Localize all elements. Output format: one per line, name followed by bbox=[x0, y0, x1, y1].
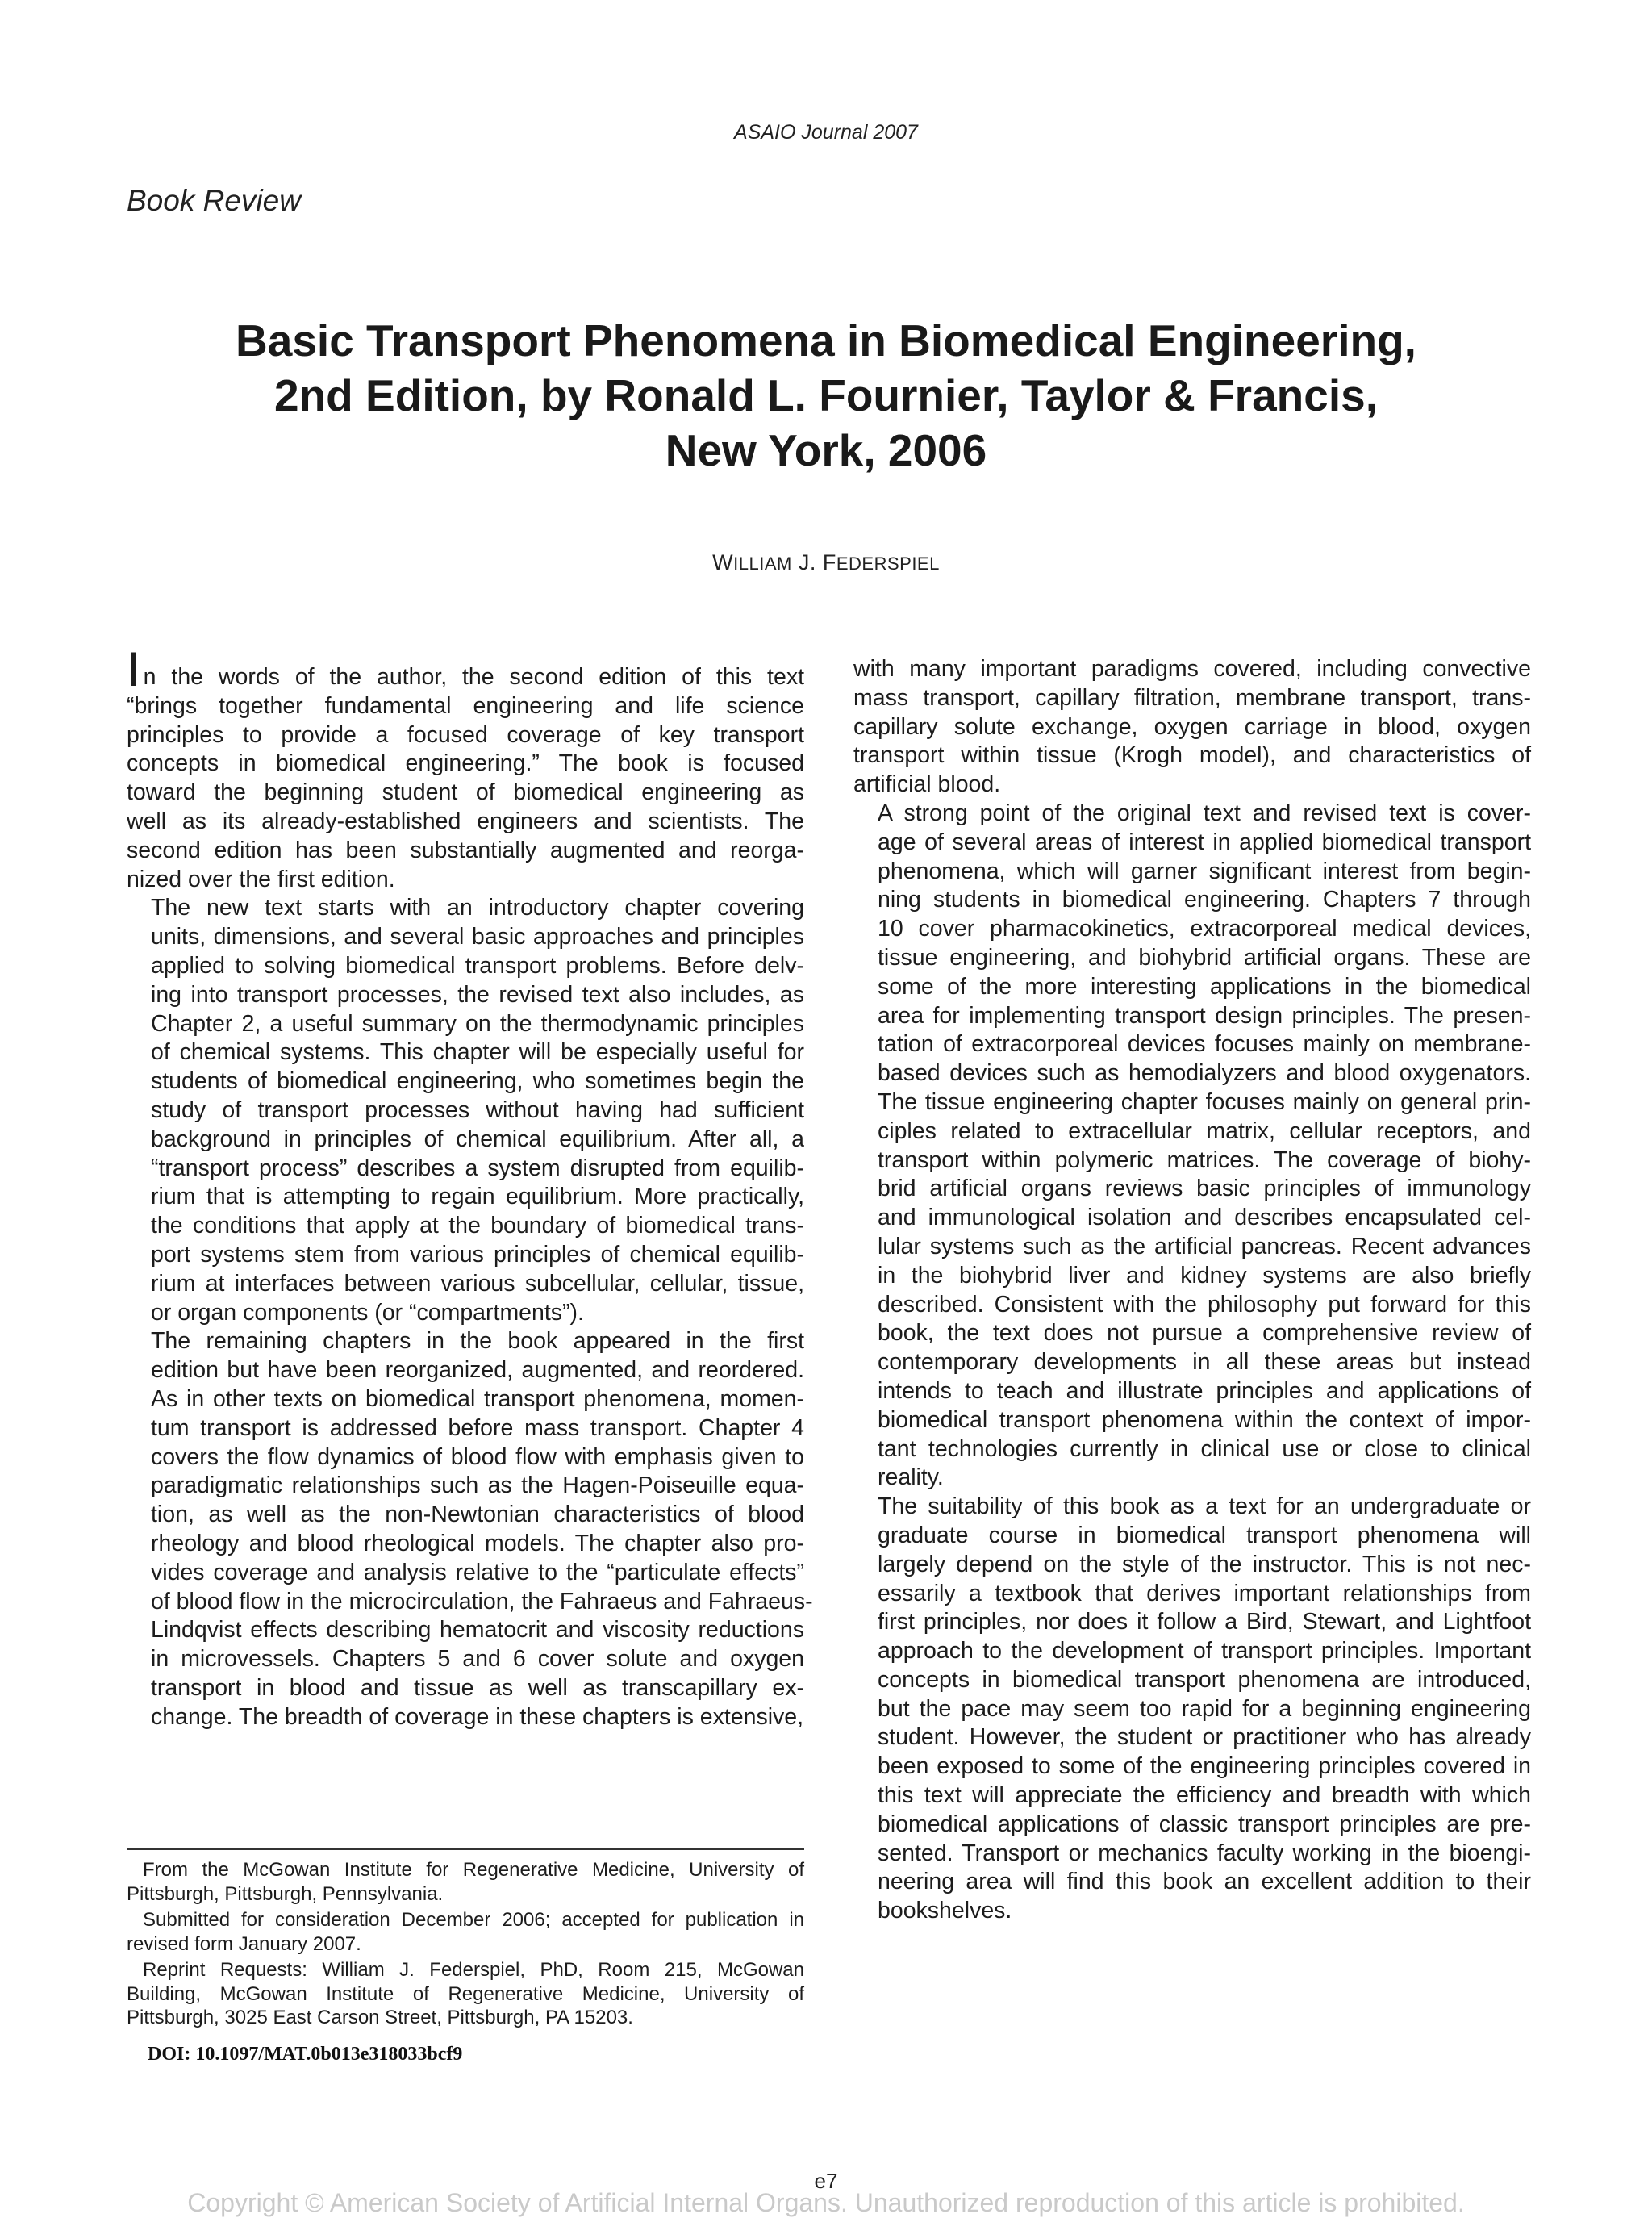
text-line: book, the text does not pursue a comprehensive review of bbox=[878, 1320, 1531, 1347]
text-line: The tissue engineering chapter focuses mainly on general prin- bbox=[878, 1088, 1531, 1115]
text-line: age of several areas of interest in applied biomedical transport bbox=[878, 829, 1531, 855]
text-line: “transport process” describes a system disrupted from equilib- bbox=[151, 1155, 804, 1181]
page-number: e7 bbox=[814, 2169, 838, 2193]
text-line: student. However, the student or practitioner who has already bbox=[878, 1724, 1531, 1751]
author-initial: F bbox=[822, 550, 836, 574]
body-paragraph bbox=[127, 1327, 813, 1731]
text-line: and immunological isolation and describes encapsulated cel- bbox=[878, 1205, 1531, 1231]
title-line: Basic Transport Phenomena in Biomedical Engineering, bbox=[236, 315, 1416, 365]
body-column-right bbox=[853, 655, 1531, 1926]
text-line: been exposed to some of the engineering principles covered in bbox=[878, 1753, 1531, 1780]
text-line: change. The breadth of coverage in these chapters is extensive, bbox=[151, 1703, 804, 1730]
text-line: toward the beginning student of biomedical engineering as bbox=[127, 779, 804, 806]
text-line: lular systems such as the artificial pancreas. Recent advances bbox=[878, 1233, 1531, 1259]
text-line: Lindqvist effects describing hematocrit and viscosity reductions bbox=[151, 1617, 804, 1644]
text-line: tant technologies currently in clinical use or close to clinical bbox=[878, 1435, 1531, 1462]
text-line: bookshelves. bbox=[878, 1898, 1012, 1924]
text-line: As in other texts on biomedical transport phenomena, momen- bbox=[151, 1385, 804, 1412]
text-line: the conditions that apply at the boundary of biomedical trans- bbox=[151, 1213, 804, 1239]
text-line: biomedical transport phenomena within the context of impor- bbox=[878, 1406, 1531, 1433]
title-line: New York, 2006 bbox=[665, 425, 987, 475]
copyright-watermark: Copyright © American Society of Artificial Internal Organs. Unauthorized reproduction of this article is prohibited. bbox=[187, 2188, 1465, 2217]
text-line: capillary solute exchange, oxygen carriage in blood, oxygen bbox=[853, 713, 1531, 740]
text-line: reality. bbox=[878, 1464, 944, 1491]
author-initial: W bbox=[712, 550, 734, 574]
text-line: principles to provide a focused coverage of key transport bbox=[127, 721, 804, 748]
text-line: well as its already-established engineers and scientists. The bbox=[127, 808, 804, 834]
text-line: intends to teach and illustrate principles and applications of bbox=[878, 1377, 1531, 1404]
section-label: Book Review bbox=[127, 184, 301, 217]
text-line: brid artificial organs reviews basic principles of immunology bbox=[878, 1176, 1531, 1202]
text-line: study of transport processes without having had sufficient bbox=[151, 1096, 804, 1123]
text-line: phenomena, which will garner significant interest from begin- bbox=[878, 858, 1531, 884]
text-line: approach to the development of transport principles. Important bbox=[878, 1638, 1531, 1665]
text-line: rium at interfaces between various subcellular, cellular, tissue, bbox=[151, 1270, 804, 1297]
journal-header: ASAIO Journal 2007 bbox=[734, 121, 918, 144]
article-title bbox=[145, 313, 1507, 478]
body-paragraph bbox=[853, 800, 1531, 1493]
text-line: concepts in biomedical engineering.” The book is focused bbox=[127, 750, 804, 777]
footnote-reprint: Reprint Requests: William J. Federspiel, PhD, Room 215, McGowan Building, McGowan Institute of Regenerative Medicine, University of Pittsburgh, 3025 East Carson Street, Pittsburgh, PA 15203. bbox=[127, 1959, 804, 2028]
text-line: tation of extracorporeal devices focuses mainly on membrane- bbox=[878, 1031, 1531, 1058]
text-line: second edition has been substantially augmented and reorga- bbox=[127, 837, 804, 863]
text-line: area for implementing transport design principles. The presen- bbox=[878, 1002, 1531, 1029]
text-line: The suitability of this book as a text for an undergraduate or bbox=[878, 1493, 1531, 1520]
text-line: students of biomedical engineering, who sometimes begin the bbox=[151, 1068, 804, 1095]
text-line: tion, as well as the non-Newtonian characteristics of blood bbox=[151, 1502, 804, 1528]
text-line: rheology and blood rheological models. The chapter also pro- bbox=[151, 1530, 804, 1556]
text-line: graduate course in biomedical transport phenomena will bbox=[878, 1522, 1531, 1548]
text-line: essarily a textbook that derives important relationships from bbox=[878, 1580, 1531, 1606]
text-line: background in principles of chemical equilibrium. After all, a bbox=[151, 1126, 804, 1152]
text-line: applied to solving biomedical transport problems. Before delv- bbox=[151, 952, 804, 979]
text-line: In the words of the author, the second edition of this text bbox=[127, 642, 804, 696]
text-line: artificial blood. bbox=[853, 771, 1001, 798]
text-line: units, dimensions, and several basic approaches and principles bbox=[151, 924, 804, 950]
text-line: neering area will find this book an excellent addition to their bbox=[878, 1869, 1531, 1895]
text-line: contemporary developments in all these areas but instead bbox=[878, 1349, 1531, 1376]
footnote-affiliation: From the McGowan Institute for Regenerative Medicine, University of Pittsburgh, Pittsburgh, Pennsylvania. bbox=[127, 1859, 804, 1905]
text-line: “brings together fundamental engineering and life science bbox=[127, 692, 804, 719]
text-line: first principles, nor does it follow a Bird, Stewart, and Lightfoot bbox=[878, 1609, 1531, 1635]
text-line: paradigmatic relationships such as the Hagen-Poiseuille equa- bbox=[151, 1472, 804, 1499]
doi: DOI: 10.1097/MAT.0b013e318033bcf9 bbox=[148, 2044, 463, 2065]
text-line: ciples related to extracellular matrix, cellular receptors, and bbox=[878, 1117, 1531, 1144]
text-line: but the pace may seem too rapid for a beginning engineering bbox=[878, 1695, 1531, 1722]
text-line: described. Consistent with the philosophy put forward for this bbox=[878, 1291, 1531, 1318]
author-byline bbox=[0, 550, 1652, 575]
drop-cap: I bbox=[127, 642, 140, 696]
text-line: vides coverage and analysis relative to the “particulate effects” bbox=[151, 1559, 804, 1585]
text-line: tum transport is addressed before mass transport. Chapter 4 bbox=[151, 1414, 804, 1441]
footnote-divider bbox=[127, 1848, 804, 1850]
text-line: 10 cover pharmacokinetics, extracorporeal medical devices, bbox=[878, 916, 1531, 942]
text-line: largely depend on the style of the instructor. This is not nec- bbox=[878, 1551, 1531, 1577]
text-line: The new text starts with an introductory chapter covering bbox=[151, 895, 804, 921]
text-line: based devices such as hemodialyzers and blood oxygenators. bbox=[878, 1060, 1531, 1087]
text-line: of blood flow in the microcirculation, the Fahraeus and Fahraeus- bbox=[151, 1588, 813, 1614]
text-line: Chapter 2, a useful summary on the thermodynamic principles bbox=[151, 1010, 804, 1037]
text-line: transport within tissue (Krogh model), and characteristics of bbox=[853, 742, 1531, 769]
text-line: nized over the first edition. bbox=[127, 866, 395, 892]
body-paragraph bbox=[853, 1493, 1531, 1926]
text-line: covers the flow dynamics of blood flow with emphasis given to bbox=[151, 1443, 804, 1470]
text-line: sented. Transport or mechanics faculty working in the bioengi- bbox=[878, 1840, 1531, 1866]
text-line: biomedical applications of classic transport principles are pre- bbox=[878, 1811, 1531, 1837]
body-paragraph bbox=[127, 894, 804, 1327]
text-line: with many important paradigms covered, including convective bbox=[853, 656, 1531, 682]
text-line: some of the more interesting applications in the biomedical bbox=[878, 973, 1531, 1000]
text-line: or organ components (or “compartments”). bbox=[151, 1299, 584, 1326]
body-paragraph bbox=[127, 642, 804, 894]
author-smallcaps: EDERSPIEL bbox=[836, 553, 940, 574]
text-line: in microvessels. Chapters 5 and 6 cover solute and oxygen bbox=[151, 1646, 804, 1673]
body-column-left bbox=[127, 642, 813, 1731]
footnote-submission: Submitted for consideration December 2006; accepted for publication in revised form January 2007. bbox=[127, 1909, 804, 1955]
text-line: ning students in biomedical engineering. Chapters 7 through bbox=[878, 887, 1531, 913]
text-line: edition but have been reorganized, augmented, and reordered. bbox=[151, 1357, 804, 1384]
text-line: concepts in biomedical transport phenomena are introduced, bbox=[878, 1666, 1531, 1693]
text-line: of chemical systems. This chapter will be especially useful for bbox=[151, 1039, 804, 1066]
footnotes bbox=[127, 1858, 804, 2032]
text-line: The remaining chapters in the book appeared in the first bbox=[151, 1328, 804, 1355]
text-line: ing into transport processes, the revised text also includes, as bbox=[151, 981, 804, 1008]
text-line: transport within polymeric matrices. The coverage of biohy- bbox=[878, 1147, 1531, 1173]
title-line: 2nd Edition, by Ronald L. Fournier, Taylor & Francis, bbox=[273, 370, 1379, 420]
body-paragraph bbox=[853, 655, 1531, 800]
text-line: tissue engineering, and biohybrid artificial organs. These are bbox=[878, 944, 1531, 971]
author-smallcaps: ILLIAM bbox=[733, 553, 792, 574]
text-line: transport in blood and tissue as well as transcapillary ex- bbox=[151, 1674, 804, 1701]
text-line: A strong point of the original text and revised text is cover- bbox=[878, 800, 1531, 826]
text-line: this text will appreciate the efficiency and breadth with which bbox=[878, 1782, 1531, 1809]
text-line: rium that is attempting to regain equilibrium. More practically, bbox=[151, 1184, 804, 1210]
text-line: mass transport, capillary filtration, membrane transport, trans- bbox=[853, 684, 1531, 711]
author-middle: J. bbox=[791, 550, 823, 574]
text-line: port systems stem from various principles of chemical equilib- bbox=[151, 1241, 804, 1268]
text-line: in the biohybrid liver and kidney systems are also briefly bbox=[878, 1262, 1531, 1289]
